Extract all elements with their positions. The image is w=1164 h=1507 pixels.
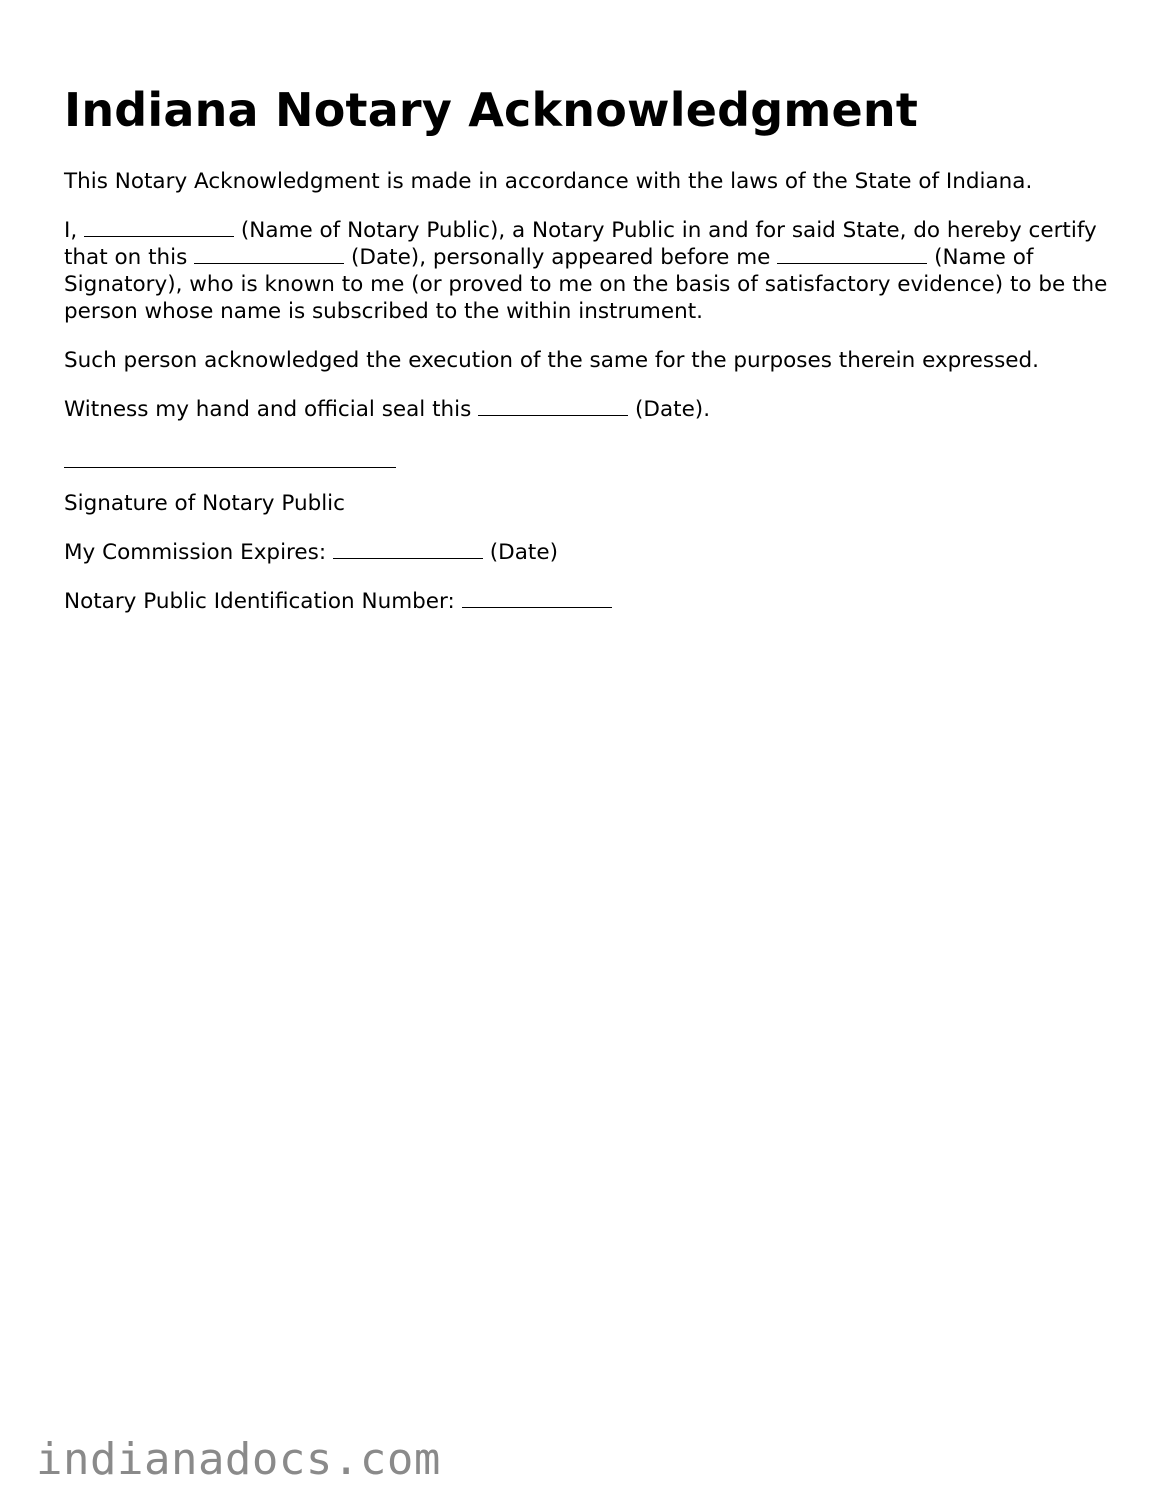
commission-paragraph [64, 539, 1124, 566]
appearance-date-blank[interactable] [194, 245, 344, 264]
commission-prefix: My Commission Expires: [64, 540, 327, 565]
witness-date-blank[interactable] [478, 397, 628, 416]
document-page [64, 80, 1124, 615]
id-number-paragraph [64, 588, 1124, 615]
id-number-prefix: Notary Public Identification Number: [64, 589, 455, 614]
signature-line[interactable] [64, 467, 396, 468]
commission-suffix: (Date) [489, 540, 558, 565]
certification-paragraph [64, 217, 1124, 325]
witness-prefix: Witness my hand and official seal this [64, 397, 472, 422]
certify-text-3: (Date), personally appeared before me [351, 245, 771, 270]
document-body [64, 168, 1124, 615]
certify-text-4: (Name of Signatory), who is known to me (or proved to me on the basis of satisfactory evidence) to be the person whose name is subscribed to the within instrument. [64, 245, 1108, 324]
acknowledgment-paragraph: Such person acknowledged the execution of the same for the purposes therein expressed. [64, 348, 1040, 373]
id-number-blank[interactable] [462, 589, 612, 608]
signatory-name-blank[interactable] [777, 245, 927, 264]
watermark-logo: indianadocs.com [36, 1434, 441, 1485]
commission-date-blank[interactable] [333, 540, 483, 559]
certify-text-1: I, [64, 218, 78, 243]
signature-label: Signature of Notary Public [64, 491, 345, 516]
witness-paragraph [64, 396, 1124, 423]
document-title: Indiana Notary Acknowledgment [64, 83, 919, 137]
certify-text-2: (Name of Notary Public), a Notary Public in and for said State, do hereby certify that on this [64, 218, 1097, 270]
witness-suffix: (Date). [635, 397, 711, 422]
notary-name-blank[interactable] [84, 218, 234, 237]
intro-paragraph: This Notary Acknowledgment is made in accordance with the laws of the State of Indiana. [64, 169, 1033, 194]
